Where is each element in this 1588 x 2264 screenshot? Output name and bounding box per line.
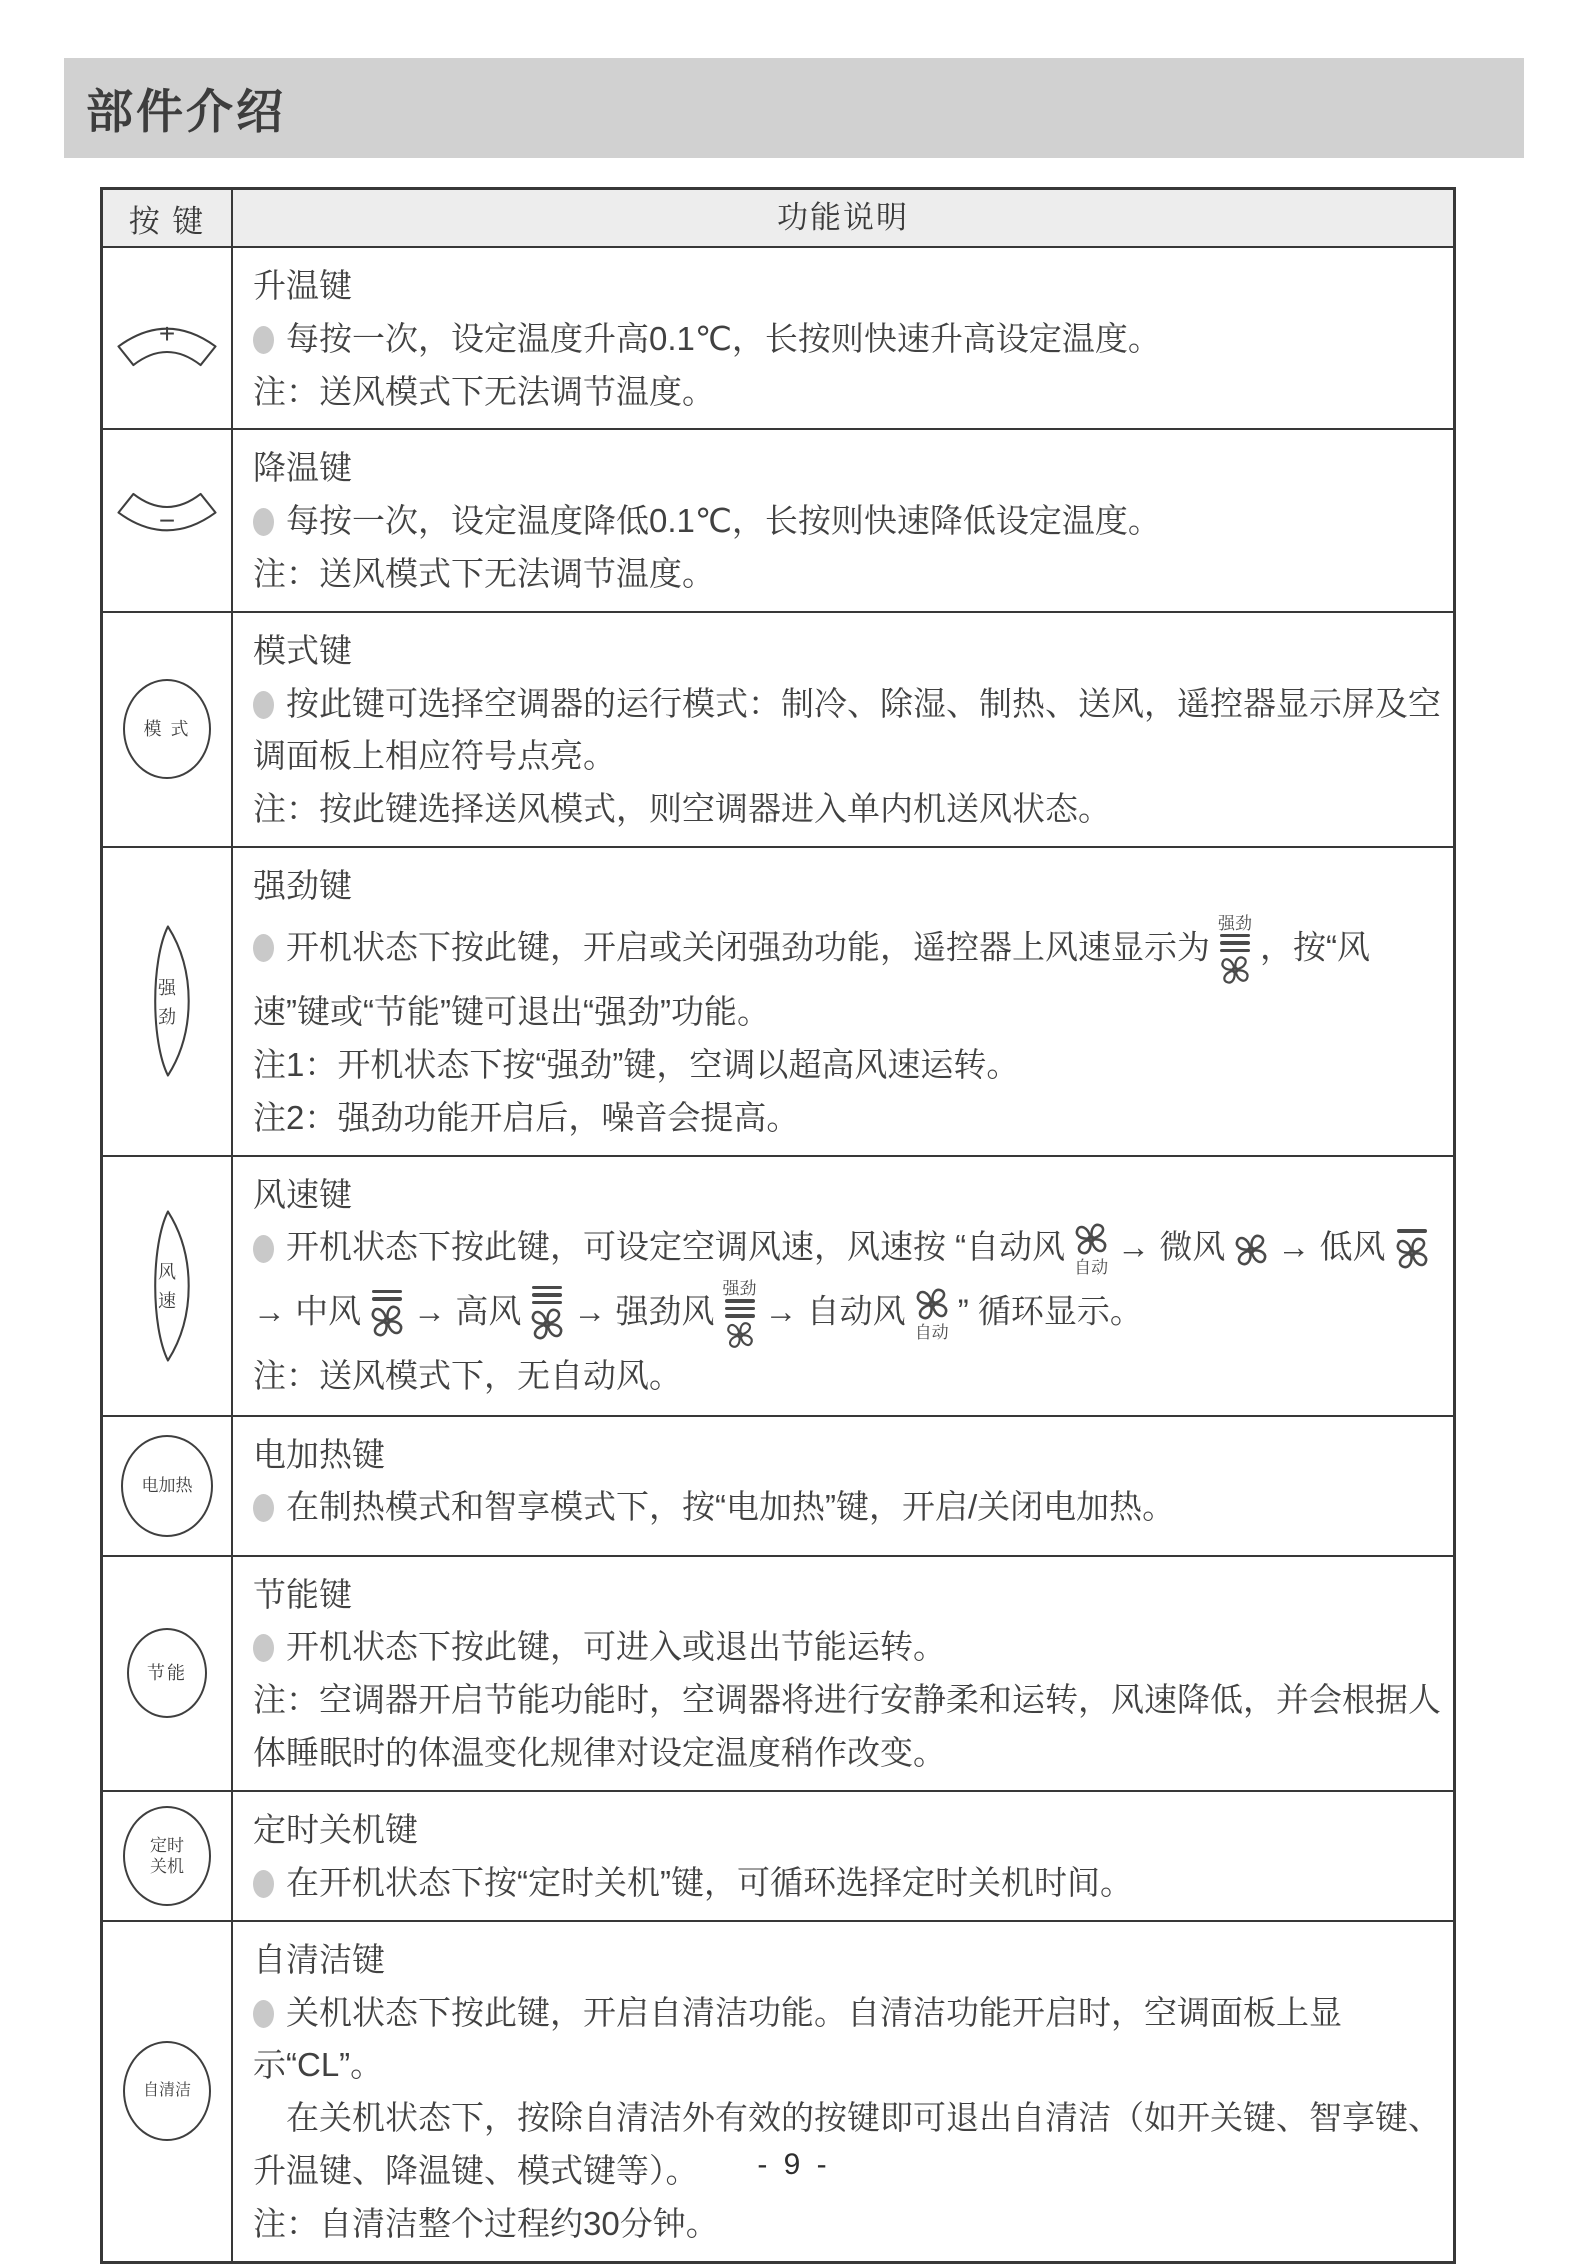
fan-turbo-icon-label: 强劲: [1218, 913, 1252, 933]
button-cell: [103, 430, 233, 610]
parts-table: [100, 187, 1456, 2264]
function-cell: [233, 430, 1453, 610]
row-description: ，按“风速”键或“节能”键可退出“强劲”功能。: [253, 928, 1370, 1031]
row-note: 注：空调器开启节能功能时，空调器将进行安静柔和运转，风速降低，并会根据人体睡眠时的体温变化规律对设定温度稍作改变。: [253, 1681, 1441, 1772]
bullet-icon: [253, 326, 274, 354]
page-number: - 9 -: [757, 2148, 831, 2181]
row-description: ” 循环显示。: [957, 1292, 1143, 1330]
bullet-icon: [253, 1634, 274, 1662]
turbo-button-label-1: 强: [158, 977, 176, 998]
fan-auto-icon: [1073, 1221, 1109, 1278]
button-cell: [103, 1417, 233, 1555]
minus-icon: −: [158, 504, 176, 536]
row-note: 注：送风模式下无法调节温度。: [253, 372, 715, 410]
table-row: [103, 1415, 1453, 1555]
row-note: 注2：强劲功能开启后，噪音会提高。: [253, 1098, 800, 1136]
timer-off-button-label-2: 关机: [150, 1856, 184, 1876]
electric-heat-button: [121, 1435, 213, 1537]
button-cell: [103, 848, 233, 1155]
row-description: → 中风: [253, 1292, 362, 1330]
eco-button: [127, 1628, 207, 1718]
row-description: 开机状态下按此键，可设定空调风速，风速按 “自动风: [286, 1228, 1066, 1266]
row-title: 自清洁键: [253, 1940, 385, 1978]
row-description: → 高风: [413, 1292, 522, 1330]
timer-off-button-label-1: 定时: [150, 1835, 184, 1855]
row-title: 降温键: [253, 449, 352, 487]
table-header-row: [103, 190, 1453, 246]
row-description: 关机状态下按此键，开启自清洁功能。自清洁功能开启时，空调面板上显示“CL”。: [253, 1993, 1342, 2084]
fan-turbo-icon-label: 强劲: [722, 1279, 757, 1299]
table-row: [103, 846, 1453, 1155]
function-cell: [233, 1922, 1453, 2261]
row-description: 每按一次，设定温度降低0.1℃，长按则快速降低设定温度。: [286, 502, 1161, 540]
row-note: 注1：开机状态下按“强劲”键，空调以超高风速运转。: [253, 1046, 1020, 1084]
column-header-button: 按 键: [103, 190, 233, 246]
row-title: 升温键: [253, 267, 352, 304]
function-cell: [233, 613, 1453, 846]
fan-speed-button-label-1: 风: [158, 1262, 176, 1283]
function-cell: [233, 848, 1453, 1155]
timer-off-button: [123, 1806, 211, 1906]
row-description: 在开机状态下按“定时关机”键，可循环选择定时关机时间。: [286, 1863, 1133, 1901]
turbo-button: [134, 917, 200, 1085]
row-title: 模式键: [253, 631, 352, 669]
eco-button-label: 节能: [147, 1663, 187, 1683]
fan-auto-icon: [914, 1286, 950, 1343]
fan-bars-3: [1220, 934, 1250, 953]
temp-up-button: [111, 306, 223, 370]
turbo-button-label-2: 劲: [158, 1006, 176, 1027]
row-note: 注：送风模式下，无自动风。: [253, 1356, 682, 1394]
mode-button-label: 模 式: [143, 719, 191, 740]
bullet-icon: [253, 934, 274, 962]
self-clean-button: [123, 2041, 211, 2141]
temp-down-button: [111, 489, 223, 553]
row-note: 注：按此键选择送风模式，则空调器进入单内机送风状态。: [253, 790, 1111, 828]
fan-speed-button-label: [134, 1202, 200, 1370]
button-cell: [103, 613, 233, 846]
row-title: 风速键: [253, 1175, 352, 1213]
self-clean-button-label: 自清洁: [142, 2082, 191, 2100]
row-description: 每按一次，设定温度升高0.1℃，长按则快速升高设定温度。: [286, 319, 1161, 357]
page-title: 部件介绍: [86, 84, 286, 138]
turbo-button-label: [134, 917, 200, 1085]
function-cell: [233, 1157, 1453, 1415]
column-header-function: 功能说明: [777, 200, 909, 236]
plus-icon: +: [158, 318, 176, 350]
row-title: 定时关机键: [253, 1810, 418, 1848]
table-row: [103, 1920, 1453, 2261]
table-row: [103, 1155, 1453, 1415]
fan-turbo-icon: [1218, 913, 1252, 987]
function-cell: [233, 1557, 1453, 1790]
row-description: → 微风: [1117, 1228, 1226, 1266]
row-description: 开机状态下按此键，开启或关闭强劲功能，遥控器上风速显示为: [286, 928, 1210, 966]
fan-medium-icon: [369, 1290, 405, 1339]
row-paragraph: 在关机状态下，按除自清洁外有效的按键即可退出自清洁（如开关键、智享键、升温键、降温键、模式键等）。: [253, 2099, 1441, 2190]
function-cell: [233, 1792, 1453, 1920]
row-title: 节能键: [253, 1575, 352, 1613]
row-description: → 强劲风: [573, 1292, 715, 1330]
row-description: 开机状态下按此键，可进入或退出节能运转。: [286, 1628, 946, 1666]
button-cell: [103, 1792, 233, 1920]
fan-high-icon: [529, 1286, 565, 1343]
button-cell: [103, 1557, 233, 1790]
row-title: 电加热键: [253, 1435, 385, 1473]
bullet-icon: [253, 1235, 274, 1263]
row-title: 强劲键: [253, 866, 352, 904]
bullet-icon: [253, 691, 274, 719]
fan-turbo-icon: [723, 1278, 757, 1350]
table-row: [103, 611, 1453, 846]
row-description: → 低风: [1277, 1228, 1386, 1266]
row-note: 注：自清洁整个过程约30分钟。: [253, 2204, 719, 2242]
fan-breeze-icon: [1233, 1232, 1269, 1268]
button-cell: [103, 1922, 233, 2261]
mode-button: [123, 679, 211, 779]
row-description: 在制热模式和智享模式下，按“电加热”键，开启/关闭电加热。: [286, 1488, 1176, 1526]
section-header-bar: [64, 58, 1524, 158]
row-description: → 自动风: [764, 1292, 906, 1330]
fan-low-icon: [1394, 1229, 1430, 1271]
bullet-icon: [253, 2000, 274, 2028]
table-row: [103, 428, 1453, 610]
electric-heat-button-label: 电加热: [141, 1476, 193, 1496]
fan-speed-button: [134, 1202, 200, 1370]
function-cell: [233, 1417, 1453, 1555]
row-description: 按此键可选择空调器的运行模式：制冷、除湿、制热、送风，遥控器显示屏及空调面板上相应符号点亮。: [253, 684, 1441, 775]
fan-speed-button-label-2: 速: [158, 1291, 176, 1312]
fan-auto-icon-label: 自动: [914, 1322, 949, 1342]
table-row: [103, 1790, 1453, 1920]
bullet-icon: [253, 1494, 274, 1522]
bullet-icon: [253, 508, 274, 536]
bullet-icon: [253, 1870, 274, 1898]
function-cell: [233, 248, 1453, 428]
table-row: [103, 246, 1453, 428]
table-row: [103, 1555, 1453, 1790]
button-cell: [103, 248, 233, 428]
row-note: 注：送风模式下无法调节温度。: [253, 554, 715, 592]
button-cell: [103, 1157, 233, 1415]
fan-auto-icon-label: 自动: [1074, 1258, 1109, 1278]
